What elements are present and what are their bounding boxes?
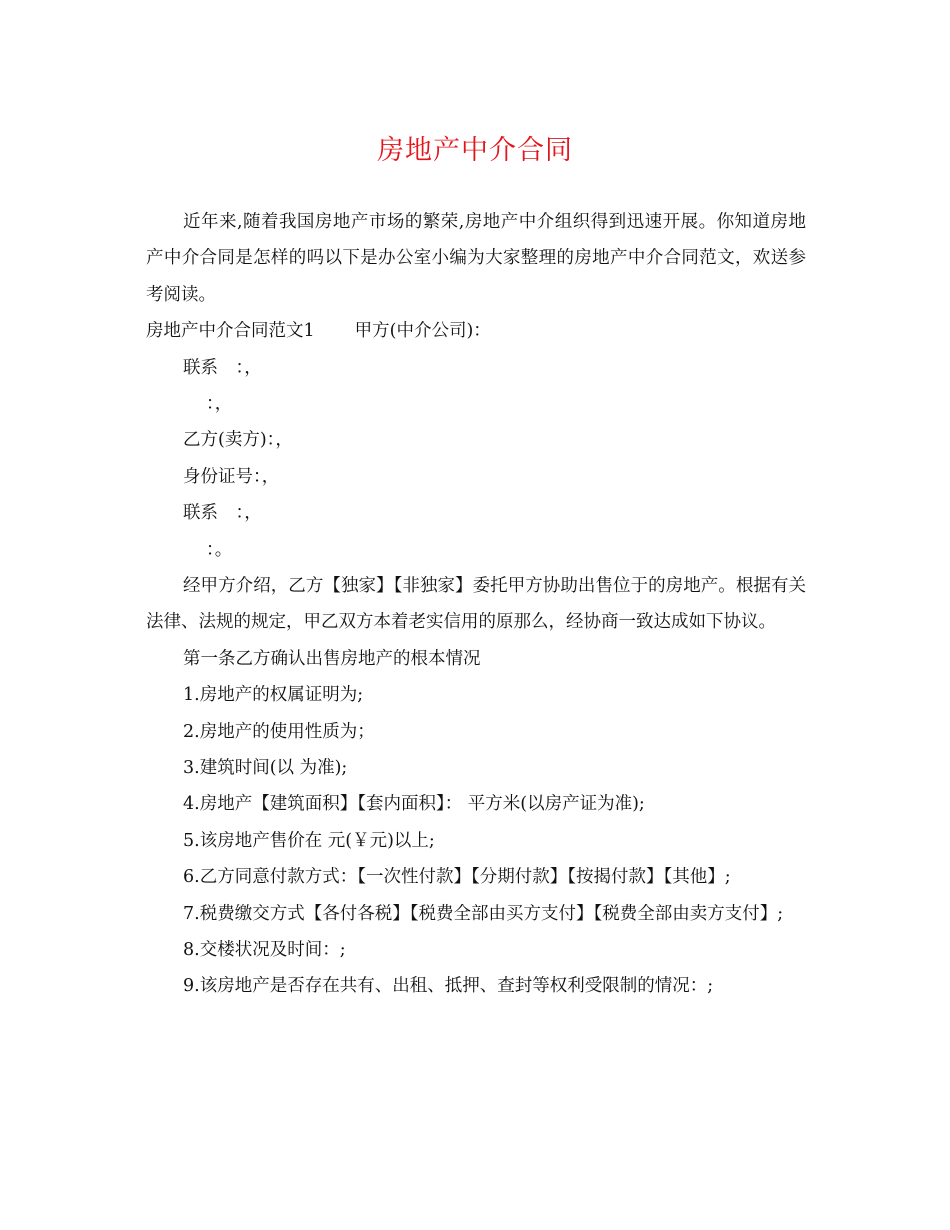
party-b-label: 乙方(卖方)：， (183, 430, 293, 451)
list-item: 8.交楼状况及时间：; (183, 939, 346, 960)
list-item: 6.乙方同意付款方式：【一次性付款】【分期付款】【按揭付款】【其他】; (183, 867, 731, 888)
list-item: 9.该房地产是否存在共有、出租、抵押、查封等权利受限制的情况：; (183, 976, 714, 997)
list-item: 4.房地产【建筑面积】【套内面积】： 平方米(以房产证为准); (183, 794, 645, 815)
sample-heading: 房地产中介合同范文1 (146, 321, 315, 342)
list-item: 3.建筑时间(以 为准); (183, 757, 348, 778)
list-item: 5.该房地产售价在 元(￥元)以上; (183, 830, 435, 851)
sample-heading-line (146, 313, 806, 349)
intro-paragraph: 近年来,随着我国房地产市场的繁荣,房地产中介组织得到迅速开展。你知道房地产中介合同是怎样的吗以下是办公室小编为大家整理的房地产中介合同范文，欢送参考阅读。 (146, 212, 806, 305)
party-b-colon-line: ：。 (206, 539, 233, 560)
party-a-colon-line: ：， (206, 394, 233, 414)
list-item: 2.房地产的使用性质为； (183, 721, 375, 742)
document-body (146, 204, 806, 1005)
document-title: 房地产中介合同 (377, 135, 573, 166)
list-item: 1.房地产的权属证明为; (183, 685, 364, 706)
list-item: 7.税费缴交方式【各付各税】【税费全部由买方支付】【税费全部由卖方支付】; (183, 903, 784, 924)
party-b-contact: 联系 ：， (183, 503, 262, 524)
agreement-intro-paragraph: 经甲方介绍，乙方【独家】【非独家】委托甲方协助出售位于的房地产。根据有关法律、法规的规定，甲乙双方本着老实信用的原那么，经协商一致达成如下协议。 (146, 575, 806, 633)
party-a-label: 甲方(中介公司)： (354, 321, 491, 342)
party-a-contact: 联系 ：， (183, 357, 262, 378)
party-b-id: 身份证号：， (183, 466, 280, 487)
article-1-heading: 第一条乙方确认出售房地产的根本情况 (183, 648, 481, 669)
